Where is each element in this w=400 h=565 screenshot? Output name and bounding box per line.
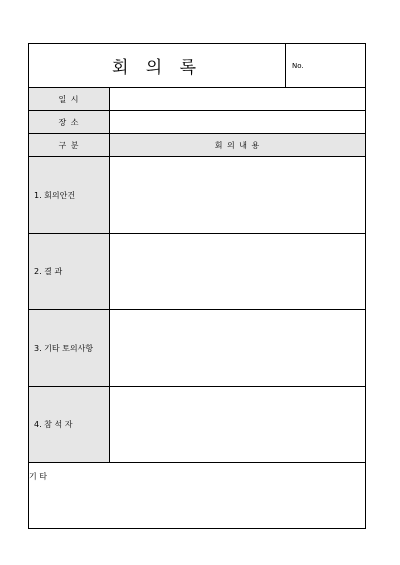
agenda-label: 1. 회의안건 [29,157,110,233]
section-agenda-row [29,157,365,234]
category-row [29,134,365,157]
agenda-field[interactable] [110,157,365,233]
category-label: 구 분 [29,134,110,156]
notes-label: 기 타 [29,472,47,481]
result-label: 2. 결 과 [29,234,110,309]
form-title: 회 의 록 [29,44,286,87]
meeting-minutes-form [28,43,366,529]
place-row [29,111,365,134]
datetime-field[interactable] [110,88,365,110]
place-label: 장 소 [29,111,110,133]
other-discussion-field[interactable] [110,310,365,386]
section-result-row [29,234,365,310]
section-other-discussion-row [29,310,365,387]
content-header: 회 의 내 용 [110,134,365,156]
datetime-row [29,88,365,111]
notes-row[interactable] [29,463,365,528]
title-row [29,44,365,88]
other-discussion-label: 3. 기타 토의사항 [29,310,110,386]
datetime-label: 일 시 [29,88,110,110]
attendees-label: 4. 참 석 자 [29,387,110,462]
number-label: No. [292,61,304,70]
attendees-field[interactable] [110,387,365,462]
result-field[interactable] [110,234,365,309]
section-attendees-row [29,387,365,463]
place-field[interactable] [110,111,365,133]
